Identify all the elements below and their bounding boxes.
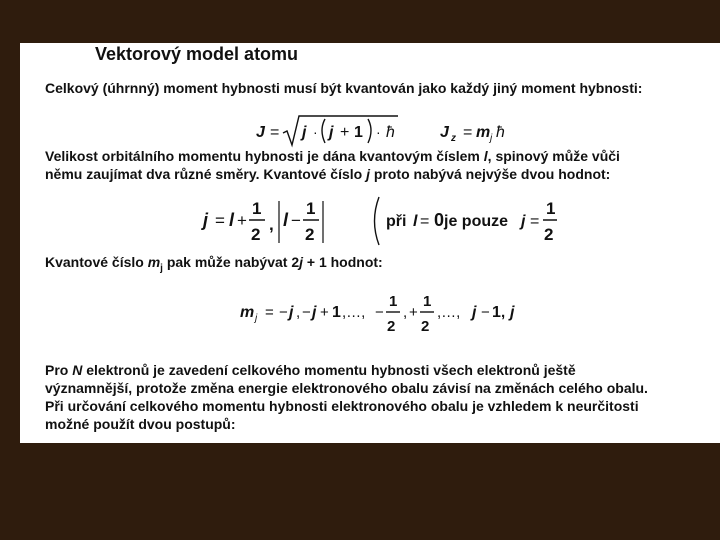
formula-symbol: m — [476, 124, 491, 141]
paragraph-n-electrons — [45, 361, 648, 433]
formula-symbol: + — [320, 304, 329, 321]
text-run: m — [147, 254, 161, 270]
text-run: elektronů je zavedení celkového momentu hybnosti všech elektronů ještě — [82, 362, 576, 378]
text-run: j — [299, 254, 303, 270]
paragraph-n-line-3: Při určování celkového momentu hybnosti elektronového obalu je vzhledem k neurčitosti — [45, 398, 639, 414]
formula-symbol: · — [376, 124, 381, 140]
formula-symbol: = — [420, 213, 430, 230]
formula-symbol: při — [386, 213, 407, 230]
formula-symbol: , — [269, 215, 274, 234]
text-run: , spinový může vůči — [487, 148, 620, 164]
formula-symbol: j — [490, 133, 493, 144]
paragraph-total-momentum: Celkový (úhrnný) moment hybnosti musí být kvantován jako každý jiný moment hybnosti: — [45, 80, 643, 96]
formula-symbol: + — [409, 304, 418, 321]
formula-symbol: ,…, — [437, 304, 461, 321]
paragraph-n-line-2: významnější, protože změna energie elektronového obalu závisí na změnách celého obalu. — [45, 380, 648, 396]
left-paren — [322, 119, 325, 143]
text-run: Pro — [45, 362, 73, 378]
formula-symbol: − — [375, 304, 384, 321]
paragraph-orbital-momentum — [45, 147, 620, 183]
formula-symbol: 2 — [544, 225, 554, 244]
formula-symbol: = — [530, 213, 540, 230]
formula-symbol: 1 — [354, 124, 363, 141]
formula-symbol: 2 — [305, 225, 315, 244]
formula-symbol: 1 — [423, 293, 432, 310]
formula-symbol: · — [313, 124, 318, 140]
formula-symbol: j — [329, 124, 334, 141]
formula-symbol: l — [283, 210, 289, 230]
formula-symbol: − — [279, 304, 288, 321]
formula-symbol: j — [289, 304, 294, 321]
formula-symbol: J — [440, 124, 449, 141]
formula-symbol: l — [413, 213, 418, 230]
text-run: j — [160, 262, 163, 274]
formula-symbol: 2 — [387, 318, 396, 335]
formula-symbol: j — [312, 304, 317, 321]
text-run: j — [366, 166, 370, 182]
text-run: Velikost orbitálního momentu hybnosti je dána kvantovým číslem — [45, 148, 484, 164]
formula-symbol: , — [403, 304, 408, 321]
formula-symbol: + — [340, 124, 350, 141]
text-run: němu zaujímat dva různé směry. Kvantové číslo — [45, 166, 367, 182]
formula-symbol: 0 — [434, 210, 445, 230]
formula-symbol: ħ — [496, 124, 505, 141]
equals-sign: = — [270, 124, 280, 141]
formula-symbol: − — [291, 211, 301, 230]
formula-symbol: j — [472, 304, 477, 321]
formula-symbol: 2 — [251, 225, 261, 244]
paragraph-n-line-4: možné použít dvou postupů: — [45, 416, 236, 432]
formula-symbol: = — [215, 211, 225, 230]
formula-symbol: 1 — [546, 199, 556, 218]
formula-symbol: = — [265, 304, 274, 321]
paragraph-n-line-1 — [45, 361, 648, 379]
formula-symbol: z — [451, 133, 456, 144]
formula-mj-values — [238, 287, 538, 343]
paragraph-mj — [45, 253, 383, 278]
formula-symbol: + — [237, 211, 247, 230]
formula-symbol: j — [510, 304, 515, 321]
text-run: proto nabývá nejvýše dvou hodnot: — [369, 166, 611, 182]
slide-title: Vektorový model atomu — [95, 44, 299, 64]
formula-symbol: 1 — [389, 293, 398, 310]
formula-symbol: j — [302, 124, 307, 141]
formula-symbol: je pouze — [444, 213, 509, 230]
formula-symbol: − — [302, 304, 311, 321]
paragraph-orbital-line-2 — [45, 165, 620, 183]
text-run: Kvantové číslo — [45, 254, 148, 270]
text-run: N — [72, 362, 83, 378]
formula-total-momentum — [250, 111, 510, 151]
formula-symbol: j — [203, 210, 209, 230]
big-left-paren — [375, 197, 380, 245]
formula-symbol: − — [481, 304, 490, 321]
formula-symbol: , — [501, 304, 506, 321]
formula-symbol: 1 — [252, 199, 262, 218]
text-run: pak může nabývat 2 — [162, 254, 300, 270]
formula-symbol: 2 — [421, 318, 430, 335]
text-run: + 1 hodnot: — [303, 254, 383, 270]
formula-symbol: 1 — [332, 304, 341, 321]
paragraph-orbital-line-1 — [45, 147, 620, 165]
formula-symbol: j — [255, 313, 258, 324]
formula-j-values — [198, 193, 558, 249]
slide — [20, 43, 720, 443]
formula-symbol: ,…, — [342, 304, 366, 321]
text-run: l — [483, 148, 488, 164]
formula-symbol: 1 — [492, 304, 501, 321]
formula-symbol: j — [521, 213, 526, 230]
formula-symbol: 1 — [306, 199, 316, 218]
formula-symbol: l — [229, 210, 235, 230]
symbol-J: J — [256, 124, 265, 141]
hbar-symbol: ħ — [386, 124, 395, 141]
formula-symbol: m — [240, 304, 255, 321]
formula-symbol: = — [463, 124, 473, 141]
formula-symbol: , — [296, 304, 301, 321]
right-paren — [368, 119, 371, 143]
